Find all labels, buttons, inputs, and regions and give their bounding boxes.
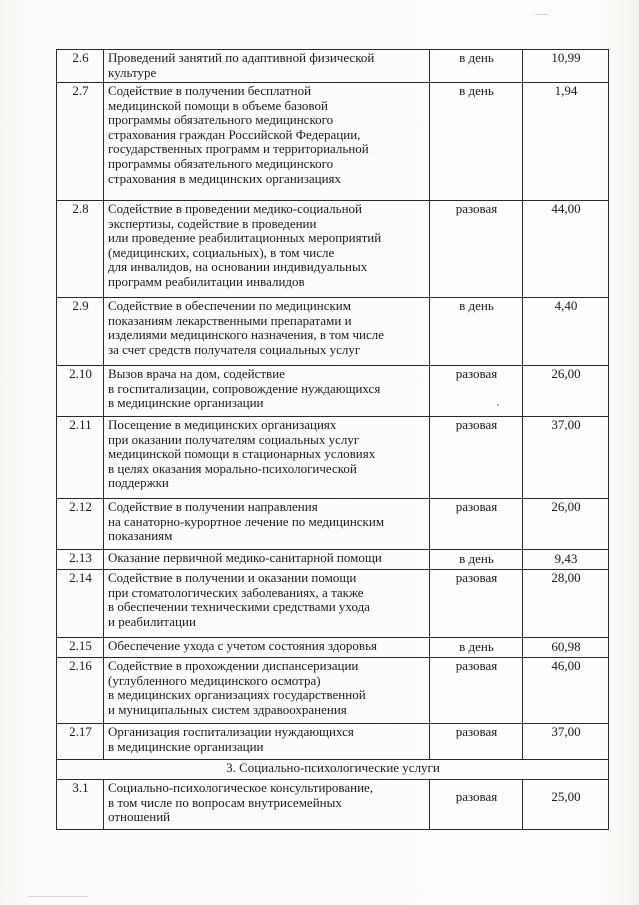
row-number: 2.10 — [57, 366, 104, 417]
price-value: 28,00 — [523, 570, 609, 638]
unit-of-service: в день — [430, 50, 523, 83]
service-name: Социально-психологическое консультирование, в том числе по вопросам внутрисемейных отношений — [108, 780, 374, 825]
section-header-row — [57, 760, 609, 780]
unit-of-service: в день — [430, 550, 523, 570]
service-name: Содействие в получении бесплатной медицинской помощи в объеме базовой программы обязательного медицинского страхования граждан Российской Федерации, государственных программ и территориальной программы обязательного медицинского страхования в медицинских организациях — [108, 83, 369, 186]
price-value: 10,99 — [523, 50, 609, 83]
row-number: 2.12 — [57, 499, 104, 550]
unit-of-service: разовая — [430, 780, 523, 830]
row-number: 2.13 — [57, 550, 104, 570]
table-row — [57, 298, 609, 366]
price-value: 37,00 — [523, 417, 609, 499]
unit-of-service: в день — [430, 298, 523, 366]
table-row — [57, 417, 609, 499]
unit-of-service: разовая — [430, 366, 523, 417]
service-name: Содействие в проведении медико-социальной экспертизы, содействие в проведении или проведение реабилитационных мероприятий (медицинских, социальных), в том числе для инвалидов, на основании индивидуальных программ реабилитации инвалидов — [108, 201, 382, 289]
price-value: 37,00 — [523, 724, 609, 760]
row-number: 2.17 — [57, 724, 104, 760]
row-number: 2.7 — [57, 83, 104, 201]
table-row — [57, 50, 609, 83]
row-number: 2.8 — [57, 201, 104, 298]
service-name: Обеспечение ухода с учетом состояния здоровья — [108, 638, 377, 653]
price-value: 46,00 — [523, 658, 609, 724]
service-name: Вызов врача на дом, содействие в госпитализации, сопровождение нуждающихся в медицинские организации — [108, 366, 381, 411]
row-number: 2.15 — [57, 638, 104, 658]
table-row — [57, 550, 609, 570]
price-value: 26,00 — [523, 499, 609, 550]
row-number: 2.6 — [57, 50, 104, 83]
price-value: 9,43 — [523, 550, 609, 570]
table-row — [57, 638, 609, 658]
unit-of-service: разовая — [430, 658, 523, 724]
services-price-table — [56, 49, 609, 830]
row-number: 2.16 — [57, 658, 104, 724]
table-row — [57, 780, 609, 830]
service-name: Содействие в обеспечении по медицинским показаниям лекарственными препаратами и изделиями медицинского назначения, в том числе за счет средств получателя социальных услуг — [108, 298, 384, 357]
scan-speck — [497, 404, 499, 406]
table-row — [57, 83, 609, 201]
service-name: Организация госпитализации нуждающихся в медицинские организации — [108, 724, 354, 754]
service-name: Оказание первичной медико-санитарной помощи — [108, 550, 382, 565]
unit-of-service: разовая — [430, 417, 523, 499]
table-row — [57, 570, 609, 638]
unit-of-service: разовая — [430, 724, 523, 760]
price-value: 26,00 — [523, 366, 609, 417]
scan-speck — [28, 896, 88, 897]
service-name: Содействие в прохождении диспансеризации (углубленного медицинского осмотра) в медицинских организациях государственной и муниципальных систем здравоохранения — [108, 658, 366, 717]
service-name: Проведений занятий по адаптивной физической культуре — [108, 50, 375, 80]
scan-speck — [535, 14, 549, 15]
price-value: 1,94 — [523, 83, 609, 201]
price-value: 25,00 — [523, 780, 609, 830]
service-name: Содействие в получении и оказании помощи при стоматологических заболеваниях, а также в обеспечении техническими средствами ухода и реабилитации — [108, 570, 370, 629]
price-value: 44,00 — [523, 201, 609, 298]
price-value: 4,40 — [523, 298, 609, 366]
section-title: 3. Социально-психологические услуги — [57, 760, 609, 780]
service-name: Посещение в медицинских организациях при оказании получателям социальных услуг медицинской помощи в стационарных условиях в целях оказания морально-психологической поддержки — [108, 417, 376, 491]
service-name: Содействие в получении направления на санаторно-курортное лечение по медицинским показаниям — [108, 499, 385, 544]
row-number: 2.14 — [57, 570, 104, 638]
row-number: 2.9 — [57, 298, 104, 366]
row-number: 3.1 — [57, 780, 104, 830]
table-row — [57, 366, 609, 417]
table-row — [57, 201, 609, 298]
unit-of-service: разовая — [430, 499, 523, 550]
table-row — [57, 499, 609, 550]
table-row — [57, 658, 609, 724]
unit-of-service: в день — [430, 638, 523, 658]
unit-of-service: разовая — [430, 201, 523, 298]
table-row — [57, 724, 609, 760]
price-value: 60,98 — [523, 638, 609, 658]
unit-of-service: разовая — [430, 570, 523, 638]
row-number: 2.11 — [57, 417, 104, 499]
unit-of-service: в день — [430, 83, 523, 201]
